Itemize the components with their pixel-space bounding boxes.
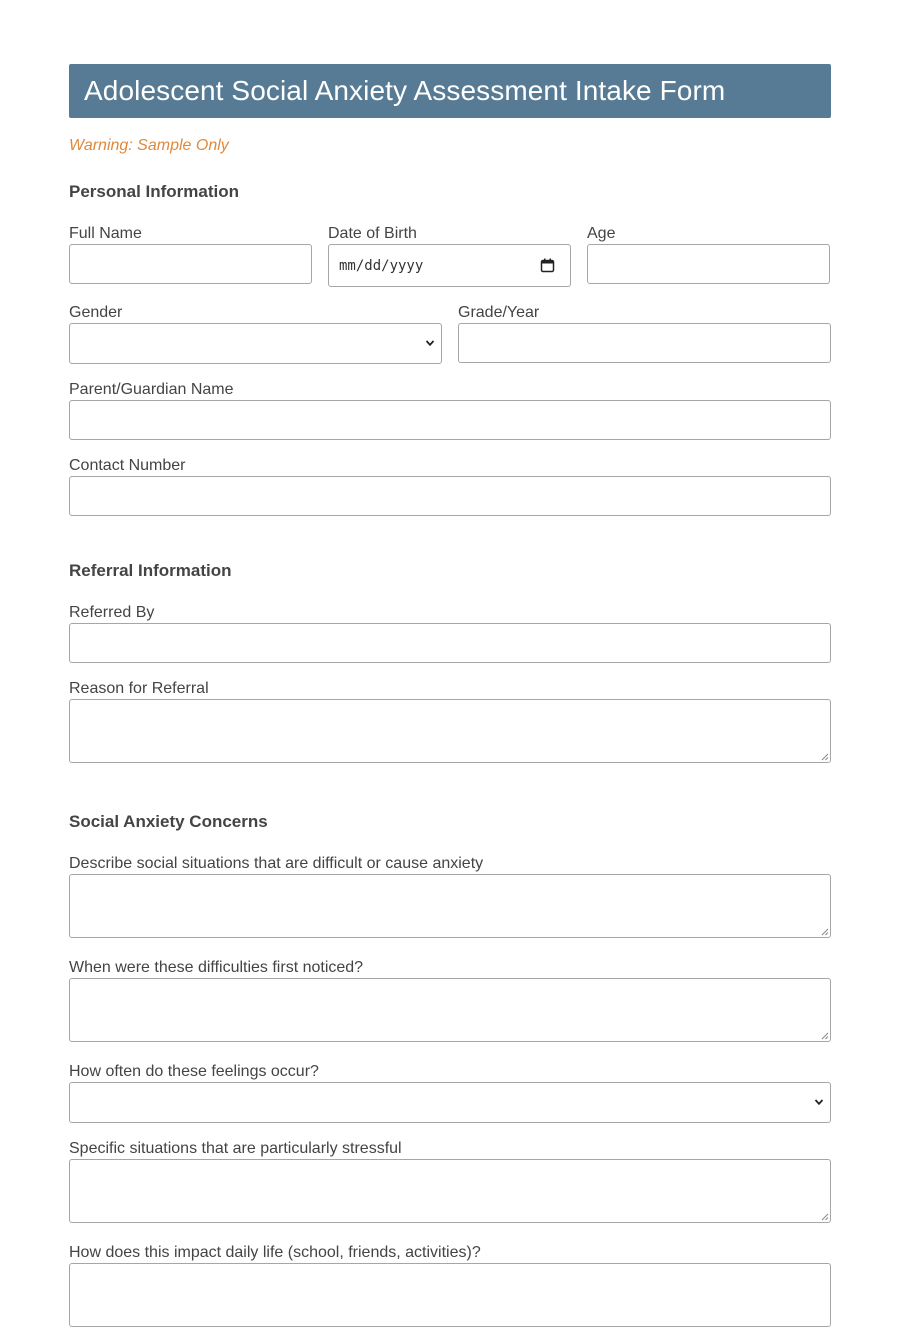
dob-placeholder: mm/dd/yyyy	[339, 257, 424, 274]
grade-label: Grade/Year	[458, 304, 540, 321]
age-group	[587, 225, 830, 287]
impact-textarea[interactable]	[69, 1263, 831, 1327]
contact-input[interactable]	[69, 476, 831, 516]
first-noticed-group	[69, 959, 831, 1042]
intake-form	[69, 64, 831, 1261]
sample-warning: Warning: Sample Only	[69, 137, 229, 154]
chevron-down-icon	[813, 1096, 825, 1108]
guardian-input[interactable]	[69, 400, 831, 440]
stressful-group	[69, 1140, 831, 1223]
impact-group	[69, 1244, 831, 1327]
stressful-label: Specific situations that are particularly stressful	[69, 1140, 402, 1157]
gender-label: Gender	[69, 304, 123, 321]
age-label: Age	[587, 225, 616, 242]
dob-label: Date of Birth	[328, 225, 417, 242]
dob-group	[328, 225, 571, 287]
contact-group	[69, 457, 831, 516]
impact-label: How does this impact daily life (school, friends, activities)?	[69, 1244, 481, 1261]
reason-textarea[interactable]	[69, 699, 831, 763]
age-input[interactable]	[587, 244, 830, 284]
referred-by-input[interactable]	[69, 623, 831, 663]
dob-input[interactable]	[328, 244, 571, 287]
contact-label: Contact Number	[69, 457, 186, 474]
grade-input[interactable]	[458, 323, 831, 363]
first-noticed-label: When were these difficulties first noticed?	[69, 959, 364, 976]
chevron-down-icon	[424, 337, 436, 349]
referred-by-label: Referred By	[69, 604, 155, 621]
guardian-group	[69, 381, 831, 440]
reason-group	[69, 680, 831, 763]
section-title-concerns: Social Anxiety Concerns	[69, 812, 268, 831]
situations-label: Describe social situations that are difficult or cause anxiety	[69, 855, 484, 872]
guardian-label: Parent/Guardian Name	[69, 381, 234, 398]
first-noticed-textarea[interactable]	[69, 978, 831, 1042]
form-title: Adolescent Social Anxiety Assessment Intake Form	[84, 75, 726, 106]
full-name-group	[69, 225, 312, 287]
grade-group	[458, 304, 831, 364]
referred-by-group	[69, 604, 831, 663]
resize-grip-icon[interactable]	[820, 1031, 829, 1040]
personal-row-2	[69, 304, 831, 364]
frequency-group	[69, 1063, 831, 1123]
frequency-label: How often do these feelings occur?	[69, 1063, 319, 1080]
section-title-referral: Referral Information	[69, 561, 232, 580]
stressful-textarea[interactable]	[69, 1159, 831, 1223]
personal-row-1	[69, 225, 831, 287]
gender-select[interactable]	[69, 323, 442, 364]
resize-grip-icon[interactable]	[820, 752, 829, 761]
gender-group	[69, 304, 442, 364]
situations-textarea[interactable]	[69, 874, 831, 938]
form-header	[69, 64, 831, 118]
full-name-label: Full Name	[69, 225, 142, 242]
resize-grip-icon[interactable]	[820, 927, 829, 936]
resize-grip-icon[interactable]	[820, 1212, 829, 1221]
reason-label: Reason for Referral	[69, 680, 209, 697]
situations-group	[69, 855, 831, 938]
calendar-icon[interactable]	[540, 258, 555, 273]
section-title-personal: Personal Information	[69, 182, 240, 201]
frequency-select[interactable]	[69, 1082, 831, 1123]
full-name-input[interactable]	[69, 244, 312, 284]
